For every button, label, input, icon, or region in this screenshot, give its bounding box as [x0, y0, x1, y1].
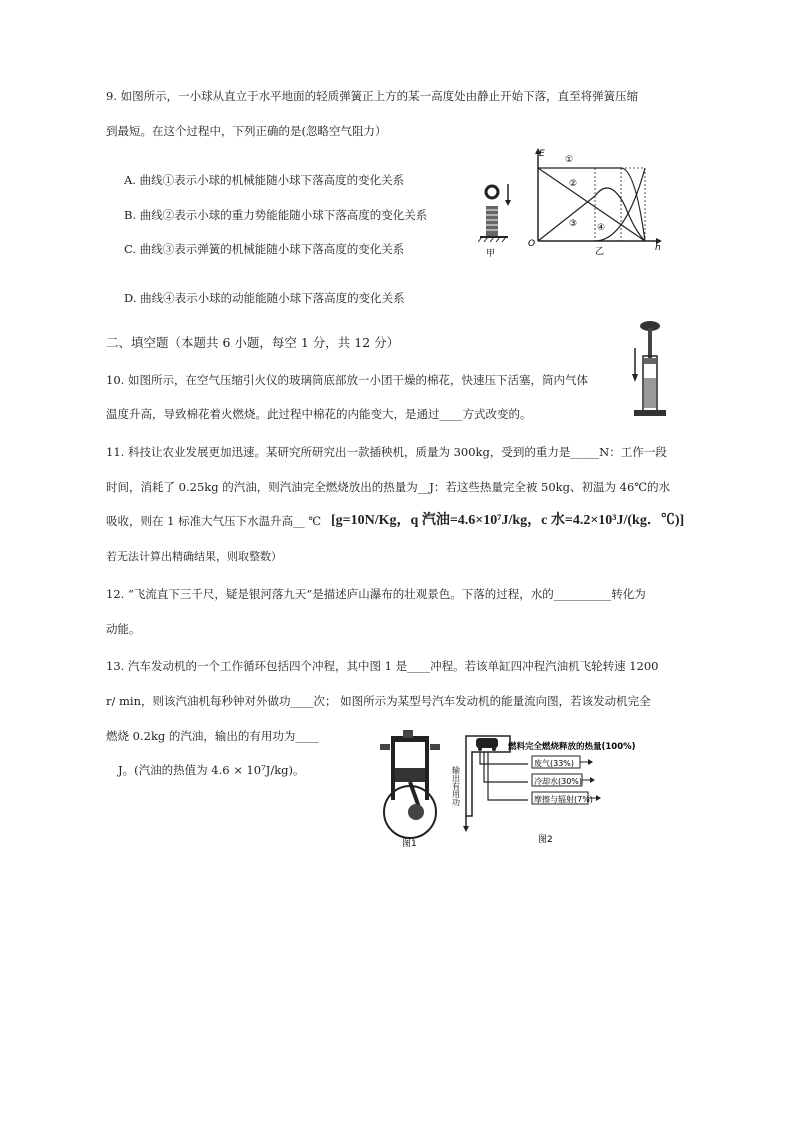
car-icon — [476, 738, 498, 748]
q10-line2: 温度升高，导致棉花着火燃烧。此过程中棉花的内能变大，是通过____方式改变的。 — [106, 407, 532, 421]
curve-label-4: ④ — [597, 223, 606, 233]
q10-figure — [628, 318, 668, 422]
base-icon — [634, 410, 666, 416]
fig1-label: 图1 — [402, 839, 417, 848]
fig2-label: 图2 — [538, 835, 553, 845]
fig2-total-label: 燃料完全燃烧释放的热量(100%) — [508, 742, 636, 752]
label-yi: 乙 — [595, 247, 605, 257]
axis-e-label: E — [539, 149, 545, 159]
q9-option-d: D. 曲线④表示小球的动能能随小球下落高度的变化关系 — [124, 291, 405, 305]
fig2-friction-label: 摩擦与辐射(7%) — [534, 795, 593, 804]
q9-option-a: A. 曲线①表示小球的机械能随小球下落高度的变化关系 — [124, 173, 405, 187]
q11-line2: 时间，消耗了 0.25kg 的汽油，则汽油完全燃烧放出的热量为__J：若这些热量完全被 50kg、初温为 46℃的水 — [106, 480, 671, 494]
piston-icon — [395, 768, 425, 782]
q9-figure-yi — [525, 146, 665, 258]
axis-h-label: h — [655, 243, 661, 253]
q9-stem-line2: 到最短。在这个过程中，下列正确的是(忽略空气阻力） — [106, 124, 387, 138]
q11-line3a: 吸收，则在 1 标准大气压下水温升高__ ℃ — [106, 514, 322, 528]
fig2-exhaust-label: 废气(33%) — [534, 759, 575, 768]
q11-line4: 若无法计算出精确结果，则取整数） — [106, 550, 282, 563]
q13-line1: 13. 汽车发动机的一个工作循环包括四个冲程，其中图 1 是____冲程。若该单缸四冲程汽油机飞轮转速 1200 — [106, 659, 659, 673]
q13-line4: J。(汽油的热值为 4.6 × 10⁷J/kg)。 — [118, 763, 305, 777]
q9-option-b: B. 曲线②表示小球的重力势能能随小球下落高度的变化关系 — [124, 208, 428, 222]
curve-2 — [538, 168, 645, 241]
q13-line2: r/ min，则该汽油机每秒钟对外做功____次； 如图所示为某型号汽车发动机的能量流向图，若该发动机完全 — [106, 694, 651, 708]
q12-line1: 12. “飞流直下三千尺，疑是银河落九天”是描述庐山瀑布的壮观景色。下落的过程，水的__________转化为 — [106, 587, 646, 601]
q12-line2: 动能。 — [106, 622, 141, 636]
q13-line3: 燃烧 0.2kg 的汽油，输出的有用功为____ — [106, 729, 319, 743]
q13-figure-1 — [376, 730, 446, 848]
curve-label-1: ① — [565, 155, 574, 165]
q10-line1: 10. 如图所示，在空气压缩引火仪的玻璃筒底部放一小团干燥的棉花，快速压下活塞，筒内气体 — [106, 373, 588, 387]
origin-label: O — [528, 239, 536, 249]
q11-constants: [g=10N/Kg，q 汽油=4.6×10⁷J/kg，c 水=4.2×10³J/(kg．℃)] — [331, 513, 685, 528]
q9-stem-line1: 9. 如图所示，一小球从直立于水平地面的轻质弹簧正上方的某一高度处由静止开始下落，直至将弹簧压缩 — [106, 89, 639, 103]
curve-3 — [538, 196, 595, 241]
q9-figure-jia — [478, 180, 518, 260]
q13-figure-2 — [452, 728, 670, 846]
spark-plug-icon — [403, 730, 413, 738]
fig2-output-label: 输出有用功 — [452, 766, 461, 806]
q9-option-c: C. 曲线③表示弹簧的机械能随小球下落高度的变化关系 — [124, 242, 405, 256]
section-heading: 二、填空题（本题共 6 小题，每空 1 分，共 12 分） — [106, 335, 400, 350]
curve-label-2: ② — [569, 179, 578, 189]
ball-icon — [486, 186, 498, 198]
label-jia: 甲 — [486, 249, 496, 259]
fig2-coolant-label: 冷却水(30%) — [534, 777, 583, 786]
curve-label-3: ③ — [569, 219, 578, 229]
q11-line1: 11. 科技让农业发展更加迅速。某研究所研究出一款插秧机，质量为 300kg，受到的重力是_____N：工作一段 — [106, 445, 667, 459]
